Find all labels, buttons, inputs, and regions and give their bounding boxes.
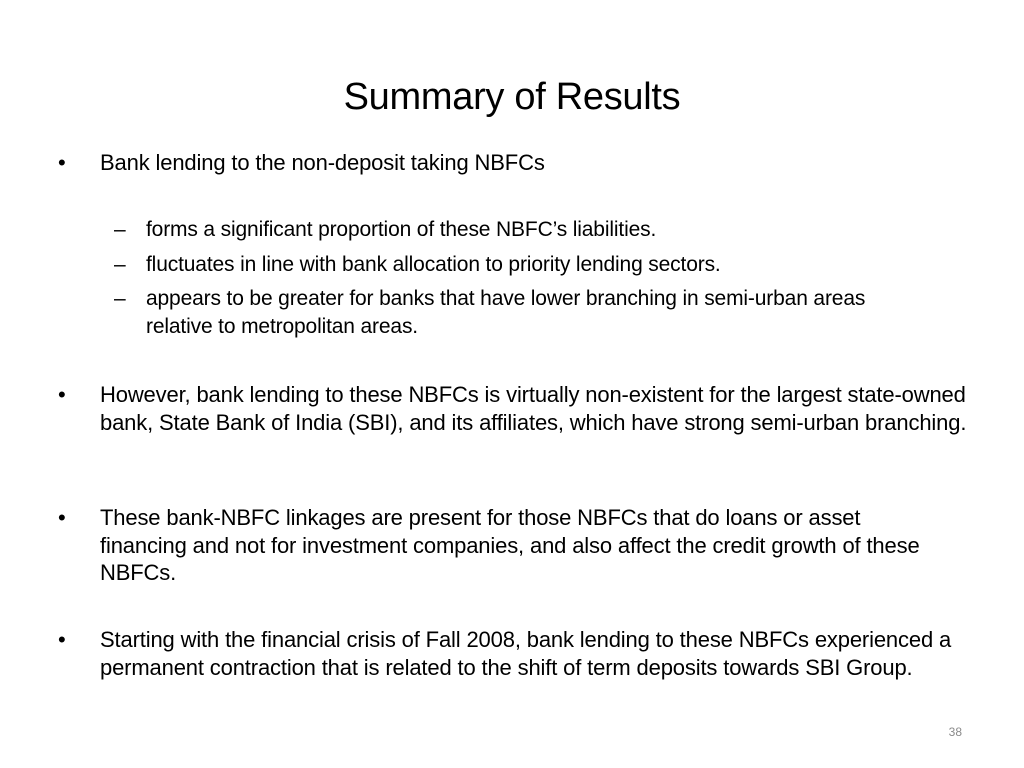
bullet-marker: •	[58, 150, 66, 175]
sub-bullet-marker: –	[114, 253, 126, 276]
bullet-item	[58, 149, 960, 177]
bullet-item	[58, 504, 950, 587]
sub-bullet-marker: –	[114, 218, 126, 241]
bullet-marker: •	[58, 505, 66, 530]
sub-bullet-text: appears to be greater for banks that have lower branching in semi-urban areas relative to metropolitan areas.	[146, 287, 866, 338]
bullet-item	[58, 381, 970, 436]
sub-bullet-item	[114, 251, 946, 279]
bullet-text: Bank lending to the non-deposit taking NBFCs	[100, 150, 545, 175]
page-number: 38	[948, 725, 962, 739]
bullet-text: However, bank lending to these NBFCs is virtually non-existent for the largest state-owned bank, State Bank of India (SBI), and its affiliates, which have strong semi-urban branching.	[100, 382, 967, 435]
bullet-marker: •	[58, 627, 66, 652]
sub-bullet-text: fluctuates in line with bank allocation to priority lending sectors.	[146, 253, 721, 276]
slide-title: Summary of Results	[343, 76, 681, 118]
bullet-item	[58, 626, 960, 681]
sub-bullet-text: forms a significant proportion of these NBFC’s liabilities.	[146, 218, 657, 241]
bullet-text: These bank-NBFC linkages are present for those NBFCs that do loans or asset financing and not for investment companies, and also affect the credit growth of these NBFCs.	[100, 505, 920, 585]
bullet-text: Starting with the financial crisis of Fall 2008, bank lending to these NBFCs experienced a permanent contraction that is related to the shift of term deposits towards SBI Group.	[100, 627, 952, 680]
sub-bullet-marker: –	[114, 287, 126, 310]
sub-bullet-item	[114, 285, 926, 340]
sub-bullet-item	[114, 216, 946, 244]
bullet-marker: •	[58, 382, 66, 407]
